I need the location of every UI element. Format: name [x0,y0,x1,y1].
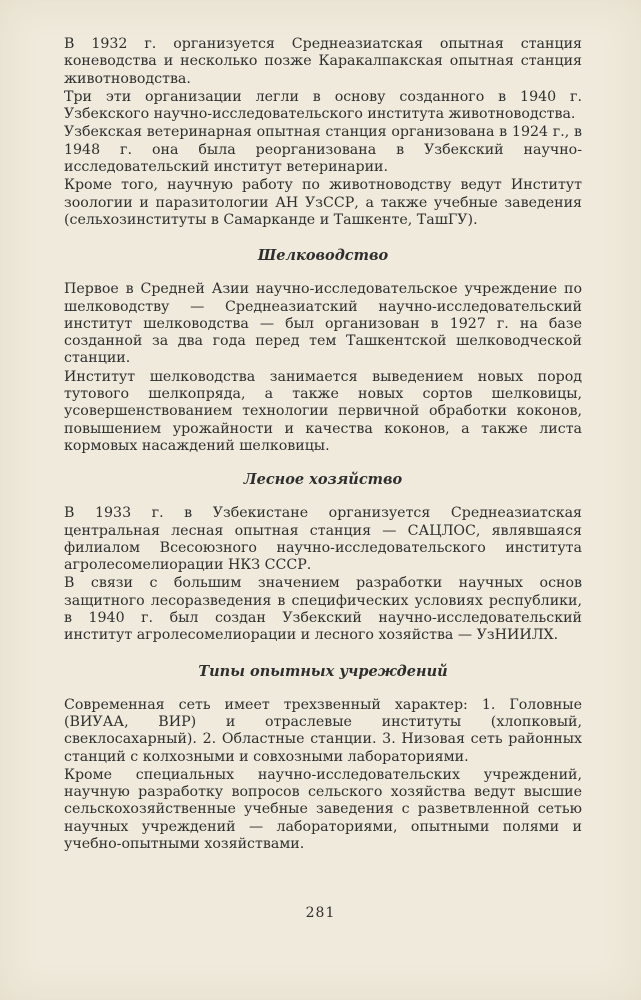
paragraph-higher-education-research: Кроме специальных научно-исследовательских учреждений, научную разработку вопросов сельского хозяйства ведут высшие сельскохозяйственные учебные заведения с разветвленной сетью научных учреждений — лабораториями, опытными полями и учебно-опытными хозяйствами. [64,766,582,852]
paragraph-1940-livestock-institute: Три эти организации легли в основу созданного в 1940 г. Узбекского научно-исследовательского института животноводства. [64,88,582,123]
paragraph-forestry-station: В 1933 г. в Узбекистане организуется Среднеазиатская центральная лесная опытная станция — САЦЛОС, являвшаяся филиалом Всесоюзного научно-исследовательского института агролесомелиорации НКЗ СССР. [64,505,582,574]
paragraph-network-structure: Современная сеть имеет трехзвенный характер: 1. Головные (ВИУАА, ВИР) и отраслевые институты (хлопковый, свеклосахарный). 2. Областные станции. 3. Низовая сеть районных станций с колхозными и совхозными лабораториями. [64,696,582,765]
paragraph-other-institutions: Кроме того, научную работу по животноводству ведут Институт зоологии и паразитологии АН УзССР, а также учебные заведения (сельхозинституты в Самарканде и Ташкенте, ТашГУ). [64,177,582,228]
paragraph-forestry-institute: В связи с большим значением разработки научных основ защитного лесоразведения в специфических условиях республики, в 1940 г. был создан Узбекский научно-исследовательский институт агролесомелиорации и лесного хозяйства — УзНИИЛХ. [64,575,582,644]
paragraph-sericulture-research: Институт шелководства занимается выведением новых пород тутового шелкопряда, а также новых сортов шелковицы, усовершенствованием технологии первичной обработки коконов, повышением урожайности и качества коконов, а также листа кормовых насаждений шелковицы. [64,368,582,454]
heading-sericulture: Шелководство [257,247,389,265]
paragraph-veterinary-station: Узбекская ветеринарная опытная станция организована в 1924 г., в 1948 г. она была реорганизована в Узбекский научно-исследовательский институт ветеринарии. [64,124,582,176]
heading-institution-types: Типы опытных учреждений [198,662,448,680]
heading-forestry: Лесное хозяйство [243,471,403,489]
paragraph-sericulture-institute: Первое в Средней Азии научно-исследовательское учреждение по шелководству — Среднеазиатский научно-исследовательский институт шелководства — был организован в 1927 г. на базе созданной за два года перед тем Ташкентской шелководческой станции. [64,281,582,367]
page-number: 281 [305,905,336,921]
paragraph-1932-horse-station: В 1932 г. организуется Среднеазиатская опытная станция коневодства и несколько позже Каракалпакская опытная станция животноводства. [64,36,582,87]
text-column [64,36,582,853]
